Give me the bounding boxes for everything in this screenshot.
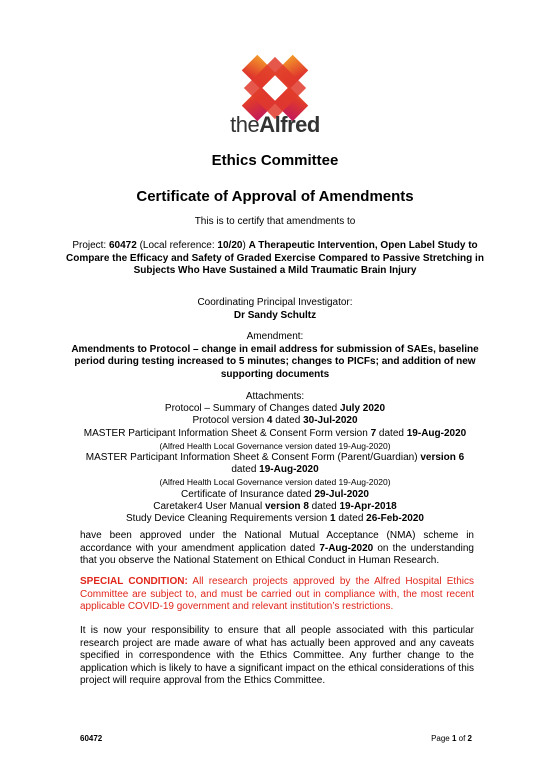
brand-prefix: the xyxy=(230,112,260,137)
certificate-title: Certificate of Approval of Amendments xyxy=(136,188,414,205)
attachment-item xyxy=(60,403,490,415)
attachment-date: 30-Jul-2020 xyxy=(303,415,358,427)
attachment-date: 26-Feb-2020 xyxy=(366,513,424,525)
attachment-text: Protocol version xyxy=(192,415,267,427)
attachment-text: Protocol – Summary of Changes dated xyxy=(164,403,341,415)
attachment-text: Certificate of Insurance dated xyxy=(181,488,315,500)
project-label: Project: xyxy=(72,240,109,251)
attachment-note: (Alfred Health Local Governance version dated 19-Aug-2020) xyxy=(159,440,391,451)
attachment-text: Study Device Cleaning Requirements version xyxy=(126,513,331,525)
attachment-date: 19-Aug-2020 xyxy=(406,427,467,439)
attachment-item xyxy=(60,513,490,525)
special-condition-label: SPECIAL CONDITION: xyxy=(80,576,188,587)
attachment-date: 19-Aug-2020 xyxy=(259,464,319,476)
cpi-label: Coordinating Principal Investigator: xyxy=(197,297,353,308)
cpi-name: Dr Sandy Schultz xyxy=(233,309,317,321)
footer-page-number xyxy=(431,734,472,743)
attachments-block xyxy=(60,391,490,525)
attachment-text: dated xyxy=(376,427,407,439)
attachment-item xyxy=(60,415,490,427)
page-current: 1 xyxy=(451,734,457,743)
page-prefix: Page xyxy=(431,734,452,743)
responsibility-paragraph: It is now your responsibility to ensure that all people associated with this particular research project are made aware of what has actually been approved and any caveats specified in correspondence with the Ethics Committee. Any further change to the application which is likely to have a significant impact on the ethical considerations of this project will require approval from the Ethics Committee. xyxy=(80,625,474,686)
project-title: A Therapeutic Intervention, Open Label Study to Compare the Efficacy and Safety of Graded Exercise Compared to Passive Stretching in Subjects Who Have Sustained a Mild Traumatic Brain Injury xyxy=(66,240,484,276)
approval-paragraph xyxy=(80,530,474,568)
attachment-text: dated xyxy=(335,513,367,525)
attachment-item xyxy=(60,464,490,476)
committee-heading: Ethics Committee xyxy=(211,152,339,169)
intro-text: This is to certify that amendments to xyxy=(194,216,356,227)
attachment-date: 19-Apr-2018 xyxy=(339,500,397,512)
attachment-text: dated xyxy=(308,500,340,512)
attachment-item xyxy=(60,489,490,501)
attachment-version: version 6 xyxy=(420,452,465,464)
special-condition-paragraph xyxy=(80,576,474,614)
attachment-note: (Alfred Health Local Governance version dated 19-Aug-2020) xyxy=(159,477,391,488)
attachment-version: version 8 xyxy=(264,500,309,512)
page-of: of xyxy=(456,734,468,743)
amendment-label: Amendment: xyxy=(246,331,304,342)
attachment-text: dated xyxy=(231,464,260,476)
page-total: 2 xyxy=(467,734,472,743)
attachment-date: 29-Jul-2020 xyxy=(314,488,369,500)
attachment-item xyxy=(60,452,490,464)
project-block xyxy=(60,240,490,278)
footer-reference: 60472 xyxy=(80,734,103,743)
attachment-text: MASTER Participant Information Sheet & Consent Form (Parent/Guardian) xyxy=(85,452,421,464)
attachment-text: MASTER Participant Information Sheet & Consent Form version xyxy=(83,427,371,439)
attachment-text: dated xyxy=(272,415,304,427)
attachment-item xyxy=(60,501,490,513)
attachment-version: 4 xyxy=(266,415,273,427)
project-number: 60472 xyxy=(109,240,137,251)
attachment-version: 7 xyxy=(370,427,377,439)
approval-text: on the understanding that you observe the National Statement on Ethical Conduct in Human Research. xyxy=(80,542,474,566)
attachment-version: 1 xyxy=(330,513,336,525)
attachments-label: Attachments: xyxy=(245,391,305,402)
local-ref-open: (Local reference: xyxy=(136,240,218,251)
brand-name: Alfred xyxy=(259,112,320,137)
special-condition-text: All research projects approved by the Alfred Hospital Ethics Committee are subject to, and must be carried out in compliance with, the most recent applicable COVID-19 government and relevant institution’s restrictions. xyxy=(80,576,474,612)
attachment-date: July 2020 xyxy=(340,403,386,415)
approval-date: 7-Aug-2020 xyxy=(319,542,374,554)
amendment-text: Amendments to Protocol – change in email address for submission of SAEs, baseline period during testing increased to 5 minutes; changes to PICFs; and addition of new supporting documents xyxy=(71,343,479,380)
attachment-text: Caretaker4 User Manual xyxy=(153,500,265,512)
cpi-block xyxy=(60,297,490,322)
local-ref-close: ) xyxy=(242,240,249,251)
approval-text: have been approved under the National Mutual Acceptance (NMA) scheme in accordance with your amendment application dated xyxy=(80,530,474,554)
attachment-item xyxy=(60,428,490,440)
local-ref: 10/20 xyxy=(217,240,243,251)
amendment-block xyxy=(60,331,490,381)
brand-wordmark xyxy=(0,112,550,138)
